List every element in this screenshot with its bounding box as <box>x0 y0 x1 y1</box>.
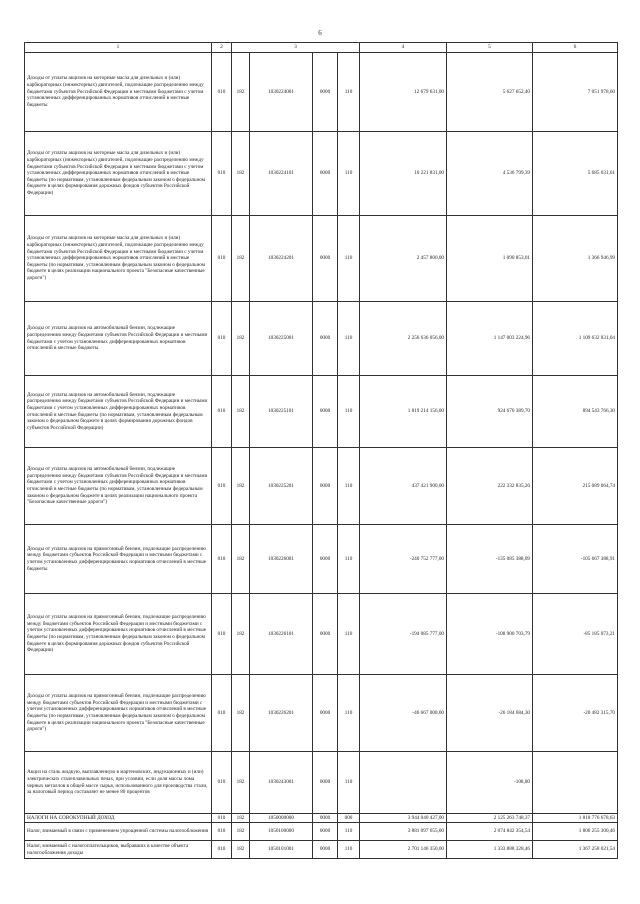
row-remaining-value: -20 482 315,70 <box>533 675 618 752</box>
header-col-3: 3 <box>232 43 360 53</box>
row-admin-code: 010 <box>212 302 232 376</box>
row-remaining-value: 1 109 632 831,04 <box>533 302 618 376</box>
row-description: Доходы от уплаты акцизов на прямогонный бензин, подлежащие распределению между бюджетами субъектов Российской Федерации и местными бюджетами с учетом установленных дифференцированных нормативов отчислений в местные бюджеты (по нормативам, установленным федеральным законом о федеральном бюджете в целях формирования дорожных фондов субъектов Российской Федерации) <box>25 594 212 675</box>
table-row <box>25 376 618 448</box>
row-approved-value: 437 421 900,00 <box>360 448 447 525</box>
table-row <box>25 132 618 216</box>
row-description: Доходы от уплаты акцизов на прямогонный бензин, подлежащие распределению между бюджетами субъектов Российской Федерации и местными бюджетами с учетом установленных дифференцированных нормативов отчислений в местные бюджеты <box>25 525 212 594</box>
row-admin-subcode: 182 <box>232 841 250 859</box>
row-remaining-value: -85 185 073,21 <box>533 594 618 675</box>
row-executed-value: 4 536 799,39 <box>447 132 533 216</box>
row-kosgu-code: 110 <box>338 675 360 752</box>
row-classification-code: 1030225001 <box>250 302 313 376</box>
row-description: Доходы от уплаты акцизов на автомобильный бензин, подлежащие распределению между бюджетами субъектов Российской Федерации и местными бюджетами с учетом установленных дифференцированных нормативов отчислений в местные бюджеты (по нормативам, установленным федеральным законом о федеральном бюджете в целях реализации национального проекта "Безопасные качественные дороги") <box>25 448 212 525</box>
row-kosgu-code: 110 <box>338 525 360 594</box>
row-kosgu-code: 110 <box>338 752 360 814</box>
row-executed-value: 5 627 652,40 <box>447 53 533 132</box>
table-row <box>25 53 618 132</box>
row-executed-value: -108,80 <box>447 752 533 814</box>
row-admin-subcode: 182 <box>232 814 250 823</box>
row-remaining-value: 5 685 031,61 <box>533 132 618 216</box>
row-program-code: 0000 <box>313 675 338 752</box>
row-approved-value: -240 752 777,00 <box>360 525 447 594</box>
header-col-6: 6 <box>533 43 618 53</box>
row-kosgu-code: 110 <box>338 594 360 675</box>
row-approved-value: 2 701 146 350,00 <box>360 841 447 859</box>
row-classification-code: 1030226001 <box>250 525 313 594</box>
row-program-code: 0000 <box>313 53 338 132</box>
table-header-row <box>25 43 618 53</box>
table-row <box>25 814 618 823</box>
row-description: НАЛОГИ НА СОВОКУПНЫЙ ДОХОД <box>25 814 212 823</box>
row-executed-value: 2 074 842 354,54 <box>447 823 533 841</box>
row-description: Доходы от уплаты акцизов на моторные масла для дизельных и (или) карбюраторных (инжекторных) двигателей, подлежащие распределению между бюджетами субъектов Российской Федерации и местными бюджетами с учетом установленных дифференцированных нормативов отчислений в местные бюджеты (по нормативам, установленным федеральным законом о федеральном бюджете в целях реализации национального проекта "Безопасные качественные дороги") <box>25 216 212 302</box>
row-program-code: 0000 <box>313 448 338 525</box>
row-admin-subcode: 182 <box>232 376 250 448</box>
header-col-4: 4 <box>360 43 447 53</box>
row-admin-code: 010 <box>212 594 232 675</box>
row-admin-code: 010 <box>212 216 232 302</box>
row-admin-code: 010 <box>212 525 232 594</box>
row-admin-code: 010 <box>212 823 232 841</box>
row-classification-code: 1030226201 <box>250 675 313 752</box>
row-classification-code: 1030243001 <box>250 752 313 814</box>
table-row <box>25 525 618 594</box>
row-approved-value: 2 457 800,00 <box>360 216 447 302</box>
row-remaining-value: 1 818 776 678,63 <box>533 814 618 823</box>
row-admin-subcode: 182 <box>232 525 250 594</box>
row-description: Доходы от уплаты акцизов на моторные масла для дизельных и (или) карбюраторных (инжекторных) двигателей, подлежащие распределению между бюджетами субъектов Российской Федерации и местными бюджетами с учетом установленных дифференцированных нормативов отчислений в местные бюджеты (по нормативам, установленным федеральным законом о федеральном бюджете в целях формирования дорожных фондов субъектов Российской Федерации) <box>25 132 212 216</box>
row-admin-subcode: 182 <box>232 675 250 752</box>
table-row <box>25 448 618 525</box>
row-program-code: 0000 <box>313 841 338 859</box>
row-program-code: 0000 <box>313 302 338 376</box>
row-approved-value: 3 944 040 427,00 <box>360 814 447 823</box>
row-approved-value: -194 085 777,00 <box>360 594 447 675</box>
row-remaining-value: -105 667 388,91 <box>533 525 618 594</box>
table-row <box>25 675 618 752</box>
row-remaining-value: 1 806 255 300,46 <box>533 823 618 841</box>
row-approved-value: -46 667 000,00 <box>360 675 447 752</box>
row-remaining-value: 1 366 946,99 <box>533 216 618 302</box>
row-description: Доходы от уплаты акцизов на автомобильный бензин, подлежащие распределению между бюджетами субъектов Российской Федерации и местными бюджетами с учетом установленных дифференцированных нормативов отчислений в местные бюджеты <box>25 302 212 376</box>
row-admin-subcode: 182 <box>232 302 250 376</box>
row-admin-code: 010 <box>212 53 232 132</box>
row-executed-value: 2 125 263 748,37 <box>447 814 533 823</box>
row-program-code: 0000 <box>313 594 338 675</box>
row-kosgu-code: 110 <box>338 216 360 302</box>
row-kosgu-code: 110 <box>338 448 360 525</box>
table-row <box>25 823 618 841</box>
row-program-code: 0000 <box>313 376 338 448</box>
row-admin-subcode: 182 <box>232 216 250 302</box>
row-kosgu-code: 110 <box>338 823 360 841</box>
row-classification-code: 1030224001 <box>250 53 313 132</box>
table-row <box>25 841 618 859</box>
row-executed-value: -26 184 684,30 <box>447 675 533 752</box>
table-row <box>25 302 618 376</box>
row-kosgu-code: 110 <box>338 841 360 859</box>
row-classification-code: 1050000000 <box>250 814 313 823</box>
row-description: Доходы от уплаты акцизов на автомобильный бензин, подлежащие распределению между бюджетами субъектов Российской Федерации и местными бюджетами с учетом установленных дифференцированных нормативов отчислений в местные бюджеты (по нормативам, установленным федеральным законом о федеральном бюджете в целях формирования дорожных фондов субъектов Российской Федерации) <box>25 376 212 448</box>
table-row <box>25 594 618 675</box>
row-classification-code: 1050100000 <box>250 823 313 841</box>
row-executed-value: 1 090 853,01 <box>447 216 533 302</box>
row-admin-subcode: 182 <box>232 594 250 675</box>
row-admin-code: 010 <box>212 448 232 525</box>
row-classification-code: 1030224201 <box>250 216 313 302</box>
row-description: Налог, взимаемый в связи с применением упрощенной системы налогообложения <box>25 823 212 841</box>
row-admin-code: 010 <box>212 376 232 448</box>
row-admin-subcode: 182 <box>232 823 250 841</box>
row-admin-subcode: 182 <box>232 448 250 525</box>
row-admin-subcode: 182 <box>232 132 250 216</box>
row-program-code: 0000 <box>313 752 338 814</box>
header-col-1: 1 <box>25 43 212 53</box>
row-classification-code: 1030224101 <box>250 132 313 216</box>
row-admin-subcode: 182 <box>232 752 250 814</box>
row-program-code: 0000 <box>313 823 338 841</box>
table-row <box>25 216 618 302</box>
row-approved-value: 12 679 631,00 <box>360 53 447 132</box>
page-number: 6 <box>318 29 322 37</box>
row-approved-value: 10 221 831,00 <box>360 132 447 216</box>
row-description: Акциз на сталь жидкую, выплавленную в мартеновских, индукционных и (или) электрических сталеплавильных печах, при условии, если доля массы лома черных металлов в общей массе сырья, использованного для производства стали, за налоговый период составляет не менее 80 процентов <box>25 752 212 814</box>
row-kosgu-code: 110 <box>338 53 360 132</box>
row-kosgu-code: 110 <box>338 132 360 216</box>
row-description: Доходы от уплаты акцизов на прямогонный бензин, подлежащие распределению между бюджетами субъектов Российской Федерации и местными бюджетами с учетом установленных дифференцированных нормативов отчислений в местные бюджеты (по нормативам, установленным федеральным законом о федеральном бюджете в целях реализации национального проекта "Безопасные качественные дороги") <box>25 675 212 752</box>
table-row <box>25 752 618 814</box>
row-kosgu-code: 110 <box>338 302 360 376</box>
row-executed-value: -135 085 388,09 <box>447 525 533 594</box>
row-executed-value: 924 670 389,70 <box>447 376 533 448</box>
row-admin-code: 010 <box>212 841 232 859</box>
row-classification-code: 1050101001 <box>250 841 313 859</box>
row-admin-code: 010 <box>212 132 232 216</box>
row-classification-code: 1030226101 <box>250 594 313 675</box>
row-classification-code: 1030225101 <box>250 376 313 448</box>
row-remaining-value: 7 051 978,60 <box>533 53 618 132</box>
row-remaining-value <box>533 752 618 814</box>
row-executed-value: 1 147 003 224,96 <box>447 302 533 376</box>
row-kosgu-code: 110 <box>338 376 360 448</box>
row-approved-value: 2 256 636 056,00 <box>360 302 447 376</box>
row-executed-value: -108 900 703,79 <box>447 594 533 675</box>
row-approved-value <box>360 752 447 814</box>
row-classification-code: 1030225201 <box>250 448 313 525</box>
row-admin-code: 010 <box>212 675 232 752</box>
row-admin-subcode: 182 <box>232 53 250 132</box>
row-program-code: 0000 <box>313 525 338 594</box>
row-approved-value: 3 881 097 655,00 <box>360 823 447 841</box>
header-col-5: 5 <box>447 43 533 53</box>
row-admin-code: 010 <box>212 814 232 823</box>
row-program-code: 0000 <box>313 132 338 216</box>
row-program-code: 0000 <box>313 216 338 302</box>
row-remaining-value: 1 367 258 021,54 <box>533 841 618 859</box>
row-executed-value: 222 332 835,26 <box>447 448 533 525</box>
row-description: Налог, взимаемый с налогоплательщиков, выбравших в качестве объекта налогообложения доходы <box>25 841 212 859</box>
row-description: Доходы от уплаты акцизов на моторные масла для дизельных и (или) карбюраторных (инжекторных) двигателей, подлежащие распределению между бюджетами субъектов Российской Федерации и местными бюджетами с учетом установленных дифференцированных нормативов отчислений в местные бюджеты <box>25 53 212 132</box>
row-admin-code: 010 <box>212 752 232 814</box>
row-remaining-value: 894 543 766,30 <box>533 376 618 448</box>
row-executed-value: 1 333 888 328,46 <box>447 841 533 859</box>
row-program-code: 0000 <box>313 814 338 823</box>
row-remaining-value: 215 089 064,74 <box>533 448 618 525</box>
header-col-2: 2 <box>212 43 232 53</box>
row-kosgu-code: 000 <box>338 814 360 823</box>
row-approved-value: 1 819 214 156,00 <box>360 376 447 448</box>
budget-revenue-table <box>24 42 618 859</box>
